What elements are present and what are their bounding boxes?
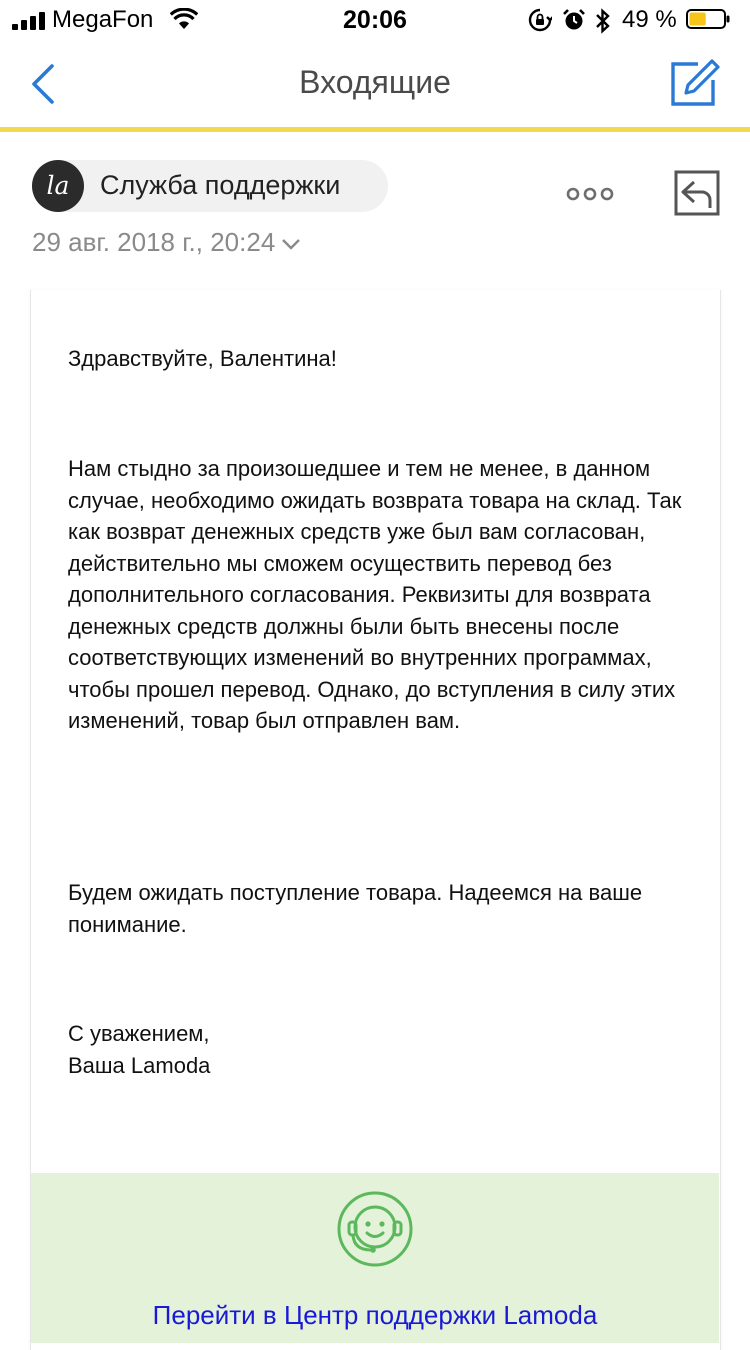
battery-percent: 49 %	[622, 6, 677, 33]
alarm-icon	[562, 8, 586, 32]
message-greeting: Здравствуйте, Валентина!	[68, 346, 337, 371]
navigation-bar	[0, 40, 750, 128]
bluetooth-icon	[594, 8, 612, 34]
sender-chip[interactable]	[32, 160, 388, 212]
signature-line-2: Ваша Lamoda	[68, 1052, 211, 1078]
chevron-down-icon	[281, 237, 301, 251]
compose-icon[interactable]	[668, 58, 720, 108]
status-bar	[0, 0, 750, 40]
carrier-name: MegaFon	[52, 6, 154, 33]
sender-name: Служба поддержки	[100, 170, 341, 200]
reply-icon[interactable]	[674, 170, 720, 216]
page-title: Входящие	[299, 64, 451, 100]
message-body: Нам стыдно за произошедшее и тем не менее, в данном случае, необходимо ожидать возврата товара на склад. Так как возврат денежных средств уже был вам согласован, действительно мы сможем осуществить перевод без дополнительного согласования. Реквизиты для возврата денежных средств должны были быть внесены после соответствующих изменений во внутренних программах, чтобы прошел перевод. Однако, до вступления в силу этих изменений, товар был отправлен вам.	[68, 456, 682, 733]
message-signature	[68, 1018, 708, 1081]
support-agent-icon	[336, 1190, 414, 1268]
battery-icon	[686, 9, 730, 29]
message-date[interactable]	[32, 227, 301, 258]
nav-divider	[0, 127, 750, 132]
message-closing: Будем ожидать поступление товара. Надеемся на ваше понимание.	[68, 880, 643, 937]
rotation-lock-icon	[528, 8, 552, 32]
signature-line-1: С уважением,	[68, 1021, 210, 1046]
more-dots-icon[interactable]	[566, 185, 614, 203]
support-center-link[interactable]: Перейти в Центр поддержки Lamoda	[152, 1300, 598, 1330]
message-date-text: 29 авг. 2018 г., 20:24	[32, 227, 276, 257]
sender-avatar: la	[32, 160, 84, 212]
status-time: 20:06	[343, 6, 407, 34]
